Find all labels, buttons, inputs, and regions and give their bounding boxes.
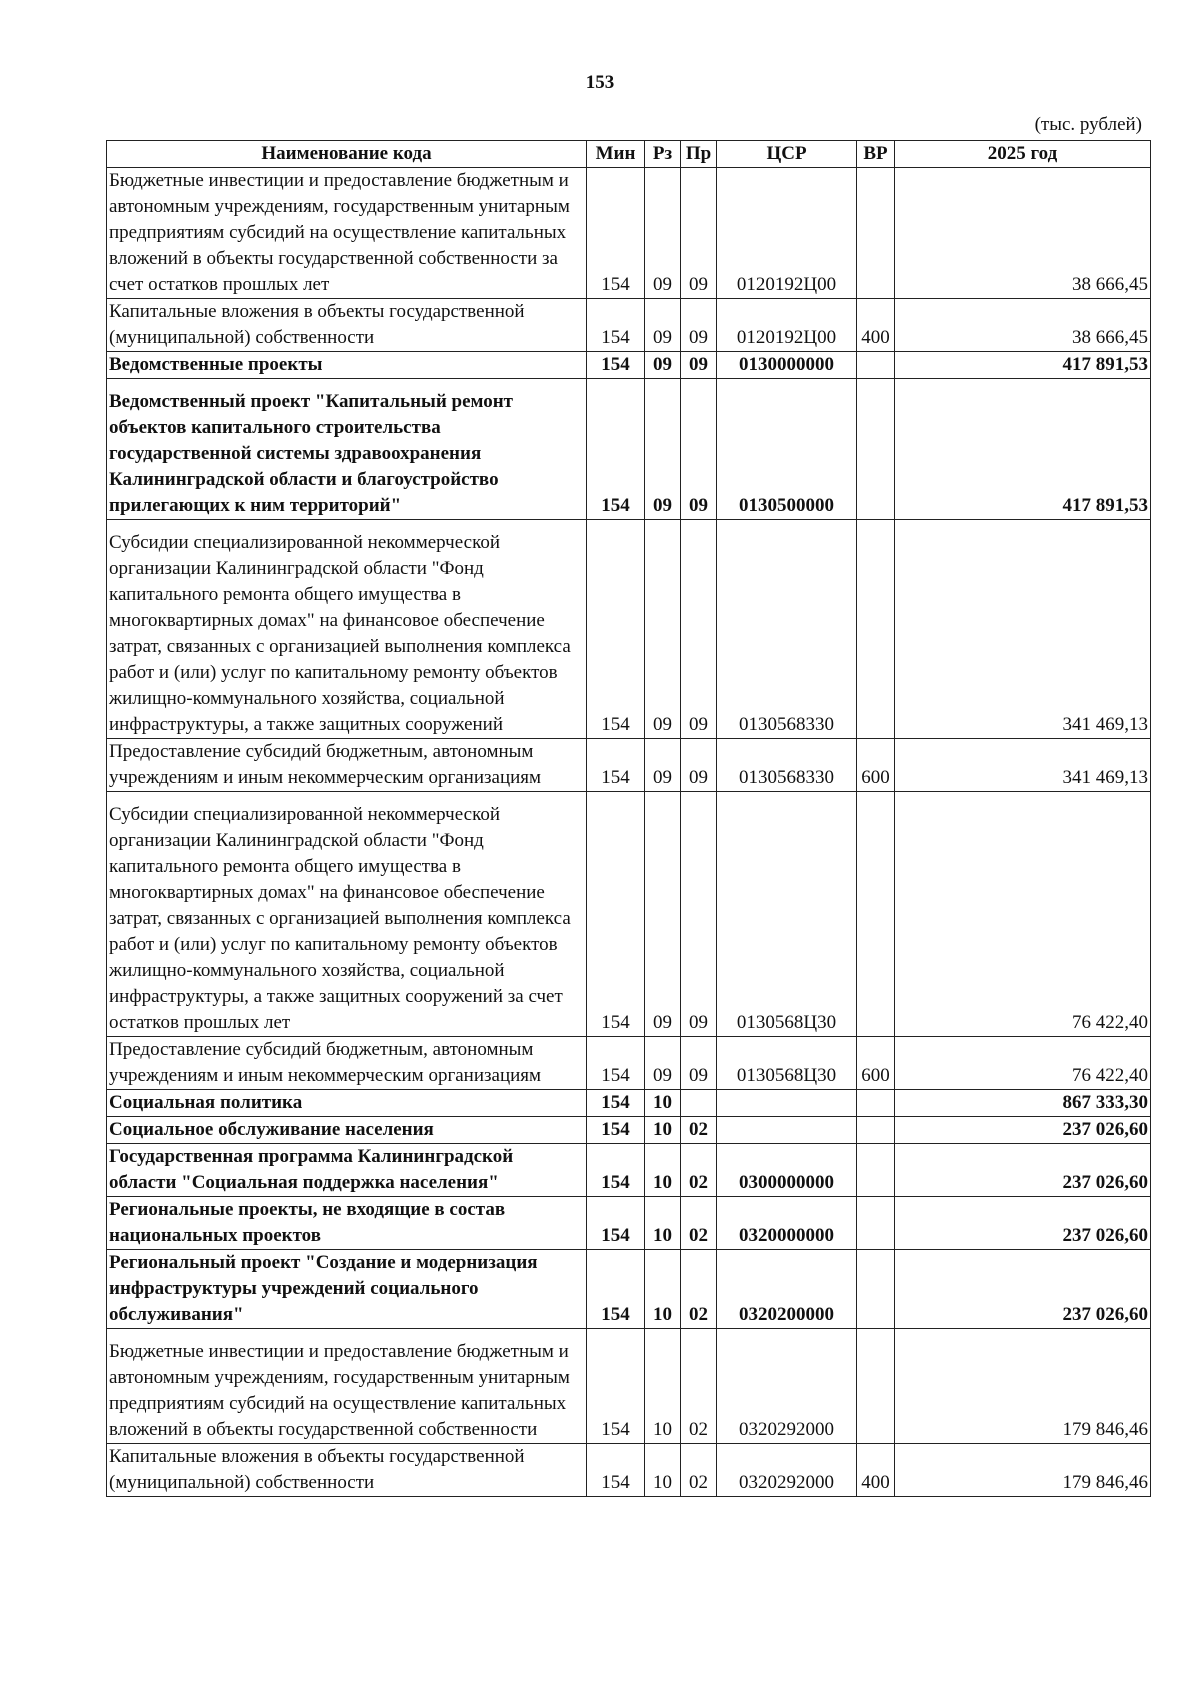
cell-min: 154 xyxy=(587,1037,645,1090)
cell-amount: 341 469,13 xyxy=(895,739,1151,792)
table-row xyxy=(107,520,1151,739)
cell-csr: 0120192Ц00 xyxy=(717,299,857,352)
table-header-row xyxy=(107,141,1151,168)
cell-name: Субсидии специализированной некоммерческой организации Калининградской области "Фонд капитального ремонта общего имущества в многоквартирных домах" на финансовое обеспечение затрат, связанных с организацией выполнения комплекса работ и (или) услуг по капитальному ремонту объектов жилищно-коммунального хозяйства, социальной инфраструктуры, а также защитных сооружений xyxy=(107,520,587,739)
cell-amount: 76 422,40 xyxy=(895,792,1151,1037)
cell-rz: 10 xyxy=(645,1250,681,1329)
cell-vr: 400 xyxy=(857,299,895,352)
page-number: 153 xyxy=(585,72,615,93)
cell-pr: 02 xyxy=(681,1197,717,1250)
cell-amount: 867 333,30 xyxy=(895,1090,1151,1117)
cell-csr xyxy=(717,1117,857,1144)
cell-amount: 38 666,45 xyxy=(895,299,1151,352)
cell-amount: 179 846,46 xyxy=(895,1329,1151,1444)
cell-amount: 237 026,60 xyxy=(895,1197,1151,1250)
cell-amount: 417 891,53 xyxy=(895,352,1151,379)
cell-pr xyxy=(681,1090,717,1117)
cell-csr: 0120192Ц00 xyxy=(717,168,857,299)
table-row xyxy=(107,1037,1151,1090)
cell-name: Социальная политика xyxy=(107,1090,587,1117)
cell-rz: 09 xyxy=(645,379,681,520)
table-row xyxy=(107,1250,1151,1329)
cell-vr xyxy=(857,352,895,379)
cell-amount: 237 026,60 xyxy=(895,1250,1151,1329)
cell-name: Государственная программа Калининградской области "Социальная поддержка населения" xyxy=(107,1144,587,1197)
cell-csr: 0320000000 xyxy=(717,1197,857,1250)
cell-min: 154 xyxy=(587,1250,645,1329)
cell-name: Предоставление субсидий бюджетным, автономным учреждениям и иным некоммерческим организациям xyxy=(107,1037,587,1090)
table-row xyxy=(107,1090,1151,1117)
cell-csr: 0130568330 xyxy=(717,520,857,739)
cell-name: Бюджетные инвестиции и предоставление бюджетным и автономным учреждениям, государственным унитарным предприятиям субсидий на осуществление капитальных вложений в объекты государственной собственности за счет остатков прошлых лет xyxy=(107,168,587,299)
cell-rz: 09 xyxy=(645,792,681,1037)
cell-pr: 09 xyxy=(681,1037,717,1090)
cell-amount: 417 891,53 xyxy=(895,379,1151,520)
cell-pr: 09 xyxy=(681,168,717,299)
cell-vr xyxy=(857,1197,895,1250)
header-min: Мин xyxy=(587,141,645,168)
table-row xyxy=(107,1197,1151,1250)
table-row xyxy=(107,1144,1151,1197)
header-name: Наименование кода xyxy=(107,141,587,168)
cell-min: 154 xyxy=(587,1090,645,1117)
cell-amount: 76 422,40 xyxy=(895,1037,1151,1090)
cell-name: Предоставление субсидий бюджетным, автономным учреждениям и иным некоммерческим организациям xyxy=(107,739,587,792)
cell-vr: 600 xyxy=(857,739,895,792)
table-row xyxy=(107,1329,1151,1444)
cell-csr: 0130500000 xyxy=(717,379,857,520)
cell-csr: 0130568Ц30 xyxy=(717,792,857,1037)
cell-min: 154 xyxy=(587,1144,645,1197)
cell-vr xyxy=(857,1090,895,1117)
cell-name: Ведомственные проекты xyxy=(107,352,587,379)
cell-pr: 02 xyxy=(681,1444,717,1497)
cell-pr: 09 xyxy=(681,299,717,352)
cell-min: 154 xyxy=(587,379,645,520)
cell-csr: 0320200000 xyxy=(717,1250,857,1329)
cell-vr xyxy=(857,792,895,1037)
cell-pr: 02 xyxy=(681,1117,717,1144)
cell-rz: 09 xyxy=(645,168,681,299)
cell-name: Социальное обслуживание населения xyxy=(107,1117,587,1144)
cell-name: Ведомственный проект "Капитальный ремонт объектов капитального строительства государственной системы здравоохранения Калининградской области и благоустройство прилегающих к ним территорий" xyxy=(107,379,587,520)
table-row xyxy=(107,379,1151,520)
cell-name: Бюджетные инвестиции и предоставление бюджетным и автономным учреждениям, государственным унитарным предприятиям субсидий на осуществление капитальных вложений в объекты государственной собственности xyxy=(107,1329,587,1444)
table-row xyxy=(107,1444,1151,1497)
cell-min: 154 xyxy=(587,1197,645,1250)
cell-pr: 09 xyxy=(681,739,717,792)
cell-rz: 09 xyxy=(645,739,681,792)
cell-vr xyxy=(857,1144,895,1197)
cell-vr: 400 xyxy=(857,1444,895,1497)
cell-amount: 237 026,60 xyxy=(895,1117,1151,1144)
cell-min: 154 xyxy=(587,299,645,352)
cell-min: 154 xyxy=(587,1117,645,1144)
units-label: (тыс. рублей) xyxy=(1034,114,1142,135)
cell-pr: 09 xyxy=(681,352,717,379)
header-csr: ЦСР xyxy=(717,141,857,168)
table-row xyxy=(107,352,1151,379)
cell-name: Капитальные вложения в объекты государственной (муниципальной) собственности xyxy=(107,299,587,352)
cell-vr xyxy=(857,1250,895,1329)
header-year: 2025 год xyxy=(895,141,1151,168)
cell-csr: 0130568330 xyxy=(717,739,857,792)
table-row xyxy=(107,299,1151,352)
cell-amount: 38 666,45 xyxy=(895,168,1151,299)
table-body xyxy=(107,168,1151,1497)
cell-rz: 09 xyxy=(645,520,681,739)
cell-amount: 341 469,13 xyxy=(895,520,1151,739)
cell-pr: 02 xyxy=(681,1144,717,1197)
table-row xyxy=(107,168,1151,299)
table-row xyxy=(107,792,1151,1037)
cell-rz: 09 xyxy=(645,299,681,352)
cell-csr: 0130000000 xyxy=(717,352,857,379)
cell-vr xyxy=(857,168,895,299)
cell-rz: 09 xyxy=(645,1037,681,1090)
cell-rz: 09 xyxy=(645,352,681,379)
cell-min: 154 xyxy=(587,739,645,792)
budget-table xyxy=(106,140,1151,1497)
cell-csr: 0320292000 xyxy=(717,1329,857,1444)
cell-amount: 237 026,60 xyxy=(895,1144,1151,1197)
cell-rz: 10 xyxy=(645,1144,681,1197)
header-pr: Пр xyxy=(681,141,717,168)
cell-min: 154 xyxy=(587,352,645,379)
cell-rz: 10 xyxy=(645,1090,681,1117)
cell-name: Субсидии специализированной некоммерческой организации Калининградской области "Фонд капитального ремонта общего имущества в многоквартирных домах" на финансовое обеспечение затрат, связанных с организацией выполнения комплекса работ и (или) услуг по капитальному ремонту объектов жилищно-коммунального хозяйства, социальной инфраструктуры, а также защитных сооружений за счет остатков прошлых лет xyxy=(107,792,587,1037)
cell-vr xyxy=(857,1329,895,1444)
cell-rz: 10 xyxy=(645,1197,681,1250)
cell-min: 154 xyxy=(587,1329,645,1444)
table-row xyxy=(107,1117,1151,1144)
table-row xyxy=(107,739,1151,792)
cell-amount: 179 846,46 xyxy=(895,1444,1151,1497)
cell-csr xyxy=(717,1090,857,1117)
cell-pr: 09 xyxy=(681,520,717,739)
cell-min: 154 xyxy=(587,792,645,1037)
cell-vr xyxy=(857,1117,895,1144)
cell-name: Капитальные вложения в объекты государственной (муниципальной) собственности xyxy=(107,1444,587,1497)
cell-vr: 600 xyxy=(857,1037,895,1090)
cell-vr xyxy=(857,520,895,739)
header-vr: ВР xyxy=(857,141,895,168)
cell-name: Региональные проекты, не входящие в состав национальных проектов xyxy=(107,1197,587,1250)
cell-csr: 0130568Ц30 xyxy=(717,1037,857,1090)
cell-vr xyxy=(857,379,895,520)
cell-rz: 10 xyxy=(645,1117,681,1144)
cell-pr: 02 xyxy=(681,1329,717,1444)
cell-rz: 10 xyxy=(645,1329,681,1444)
cell-pr: 09 xyxy=(681,379,717,520)
cell-csr: 0300000000 xyxy=(717,1144,857,1197)
cell-min: 154 xyxy=(587,1444,645,1497)
cell-csr: 0320292000 xyxy=(717,1444,857,1497)
cell-min: 154 xyxy=(587,168,645,299)
header-rz: Рз xyxy=(645,141,681,168)
cell-name: Региональный проект "Создание и модернизация инфраструктуры учреждений социального обслуживания" xyxy=(107,1250,587,1329)
cell-pr: 09 xyxy=(681,792,717,1037)
cell-rz: 10 xyxy=(645,1444,681,1497)
cell-min: 154 xyxy=(587,520,645,739)
cell-pr: 02 xyxy=(681,1250,717,1329)
